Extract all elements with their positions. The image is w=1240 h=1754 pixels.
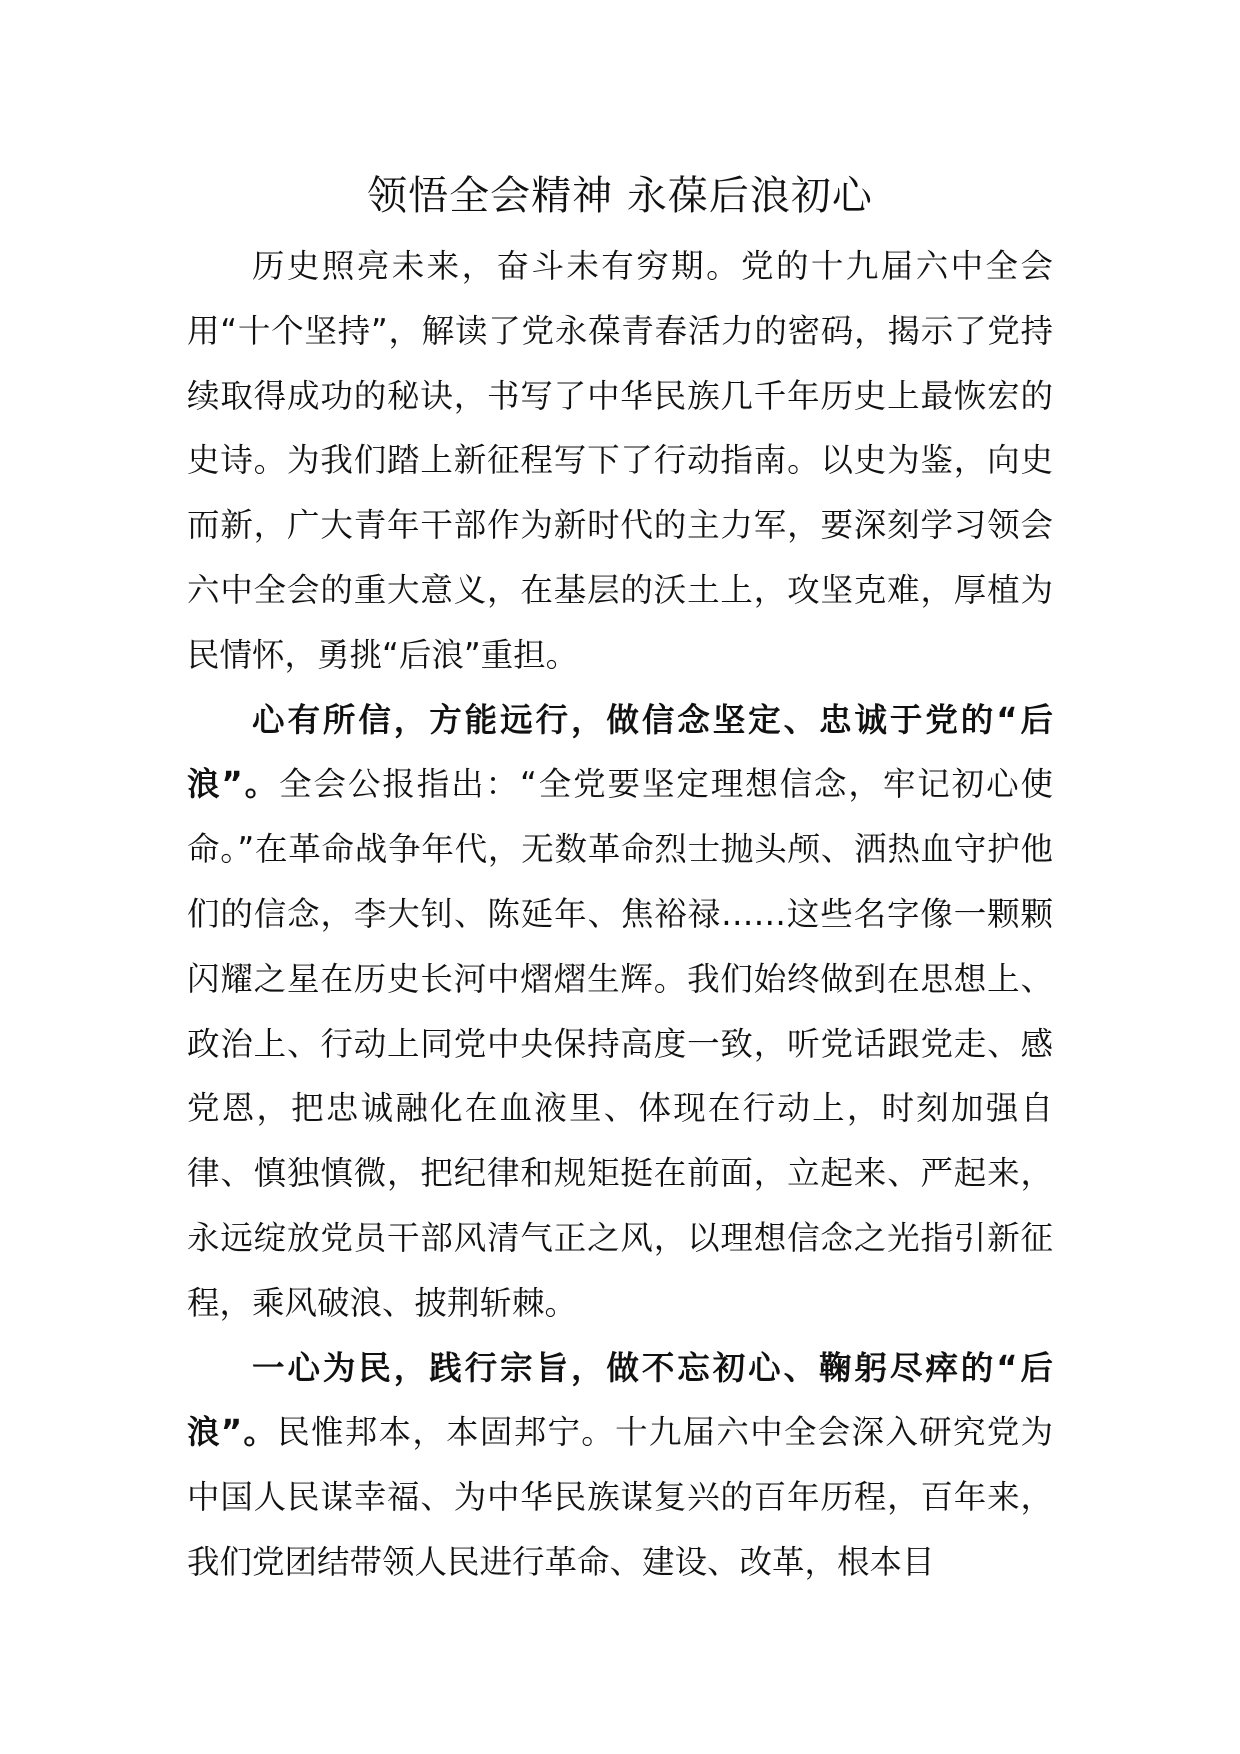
document-body bbox=[187, 234, 1053, 1595]
paragraph-1 bbox=[187, 234, 1053, 688]
paragraph-2-text: 全会公报指出：“全党要坚定理想信念，牢记初心使命。”在革命战争年代，无数革命烈士抛头颅、洒热血守护他们的信念，李大钊、陈延年、焦裕禄……这些名字像一颗颗闪耀之星在历史长河中熠熠生辉。我们始终做到在思想上、政治上、行动上同党中央保持高度一致，听党话跟党走、感党恩，把忠诚融化在血液里、体现在行动上，时刻加强自律、慎独慎微，把纪律和规矩挺在前面，立起来、严起来，永远绽放党员干部风清气正之风，以理想信念之光指引新征程，乘风破浪、披荆斩棘。 bbox=[187, 765, 1053, 1322]
paragraph-3-lead: 一心为民，践行宗旨，做不忘初心、鞠躬尽瘁的“后浪”。 bbox=[187, 1348, 1053, 1452]
paragraph-1-text: 历史照亮未来，奋斗未有穷期。党的十九届六中全会用“十个坚持”，解读了党永葆青春活力的密码，揭示了党持续取得成功的秘诀，书写了中华民族几千年历史上最恢宏的史诗。为我们踏上新征程写下了行动指南。以史为鉴，向史而新，广大青年干部作为新时代的主力军，要深刻学习领会六中全会的重大意义，在基层的沃土上，攻坚克难，厚植为民情怀，勇挑“后浪”重担。 bbox=[187, 247, 1053, 674]
paragraph-3-text: 民惟邦本，本固邦宁。十九届六中全会深入研究党为中国人民谋幸福、为中华民族谋复兴的百年历程，百年来，我们党团结带领人民进行革命、建设、改革，根本目 bbox=[187, 1413, 1053, 1581]
paragraph-2-lead: 心有所信，方能远行，做信念坚定、忠诚于党的“后浪”。 bbox=[187, 700, 1053, 804]
paragraph-3 bbox=[187, 1336, 1053, 1595]
document-title: 领悟全会精神 永葆后浪初心 bbox=[367, 173, 873, 219]
paragraph-2 bbox=[187, 688, 1053, 1336]
